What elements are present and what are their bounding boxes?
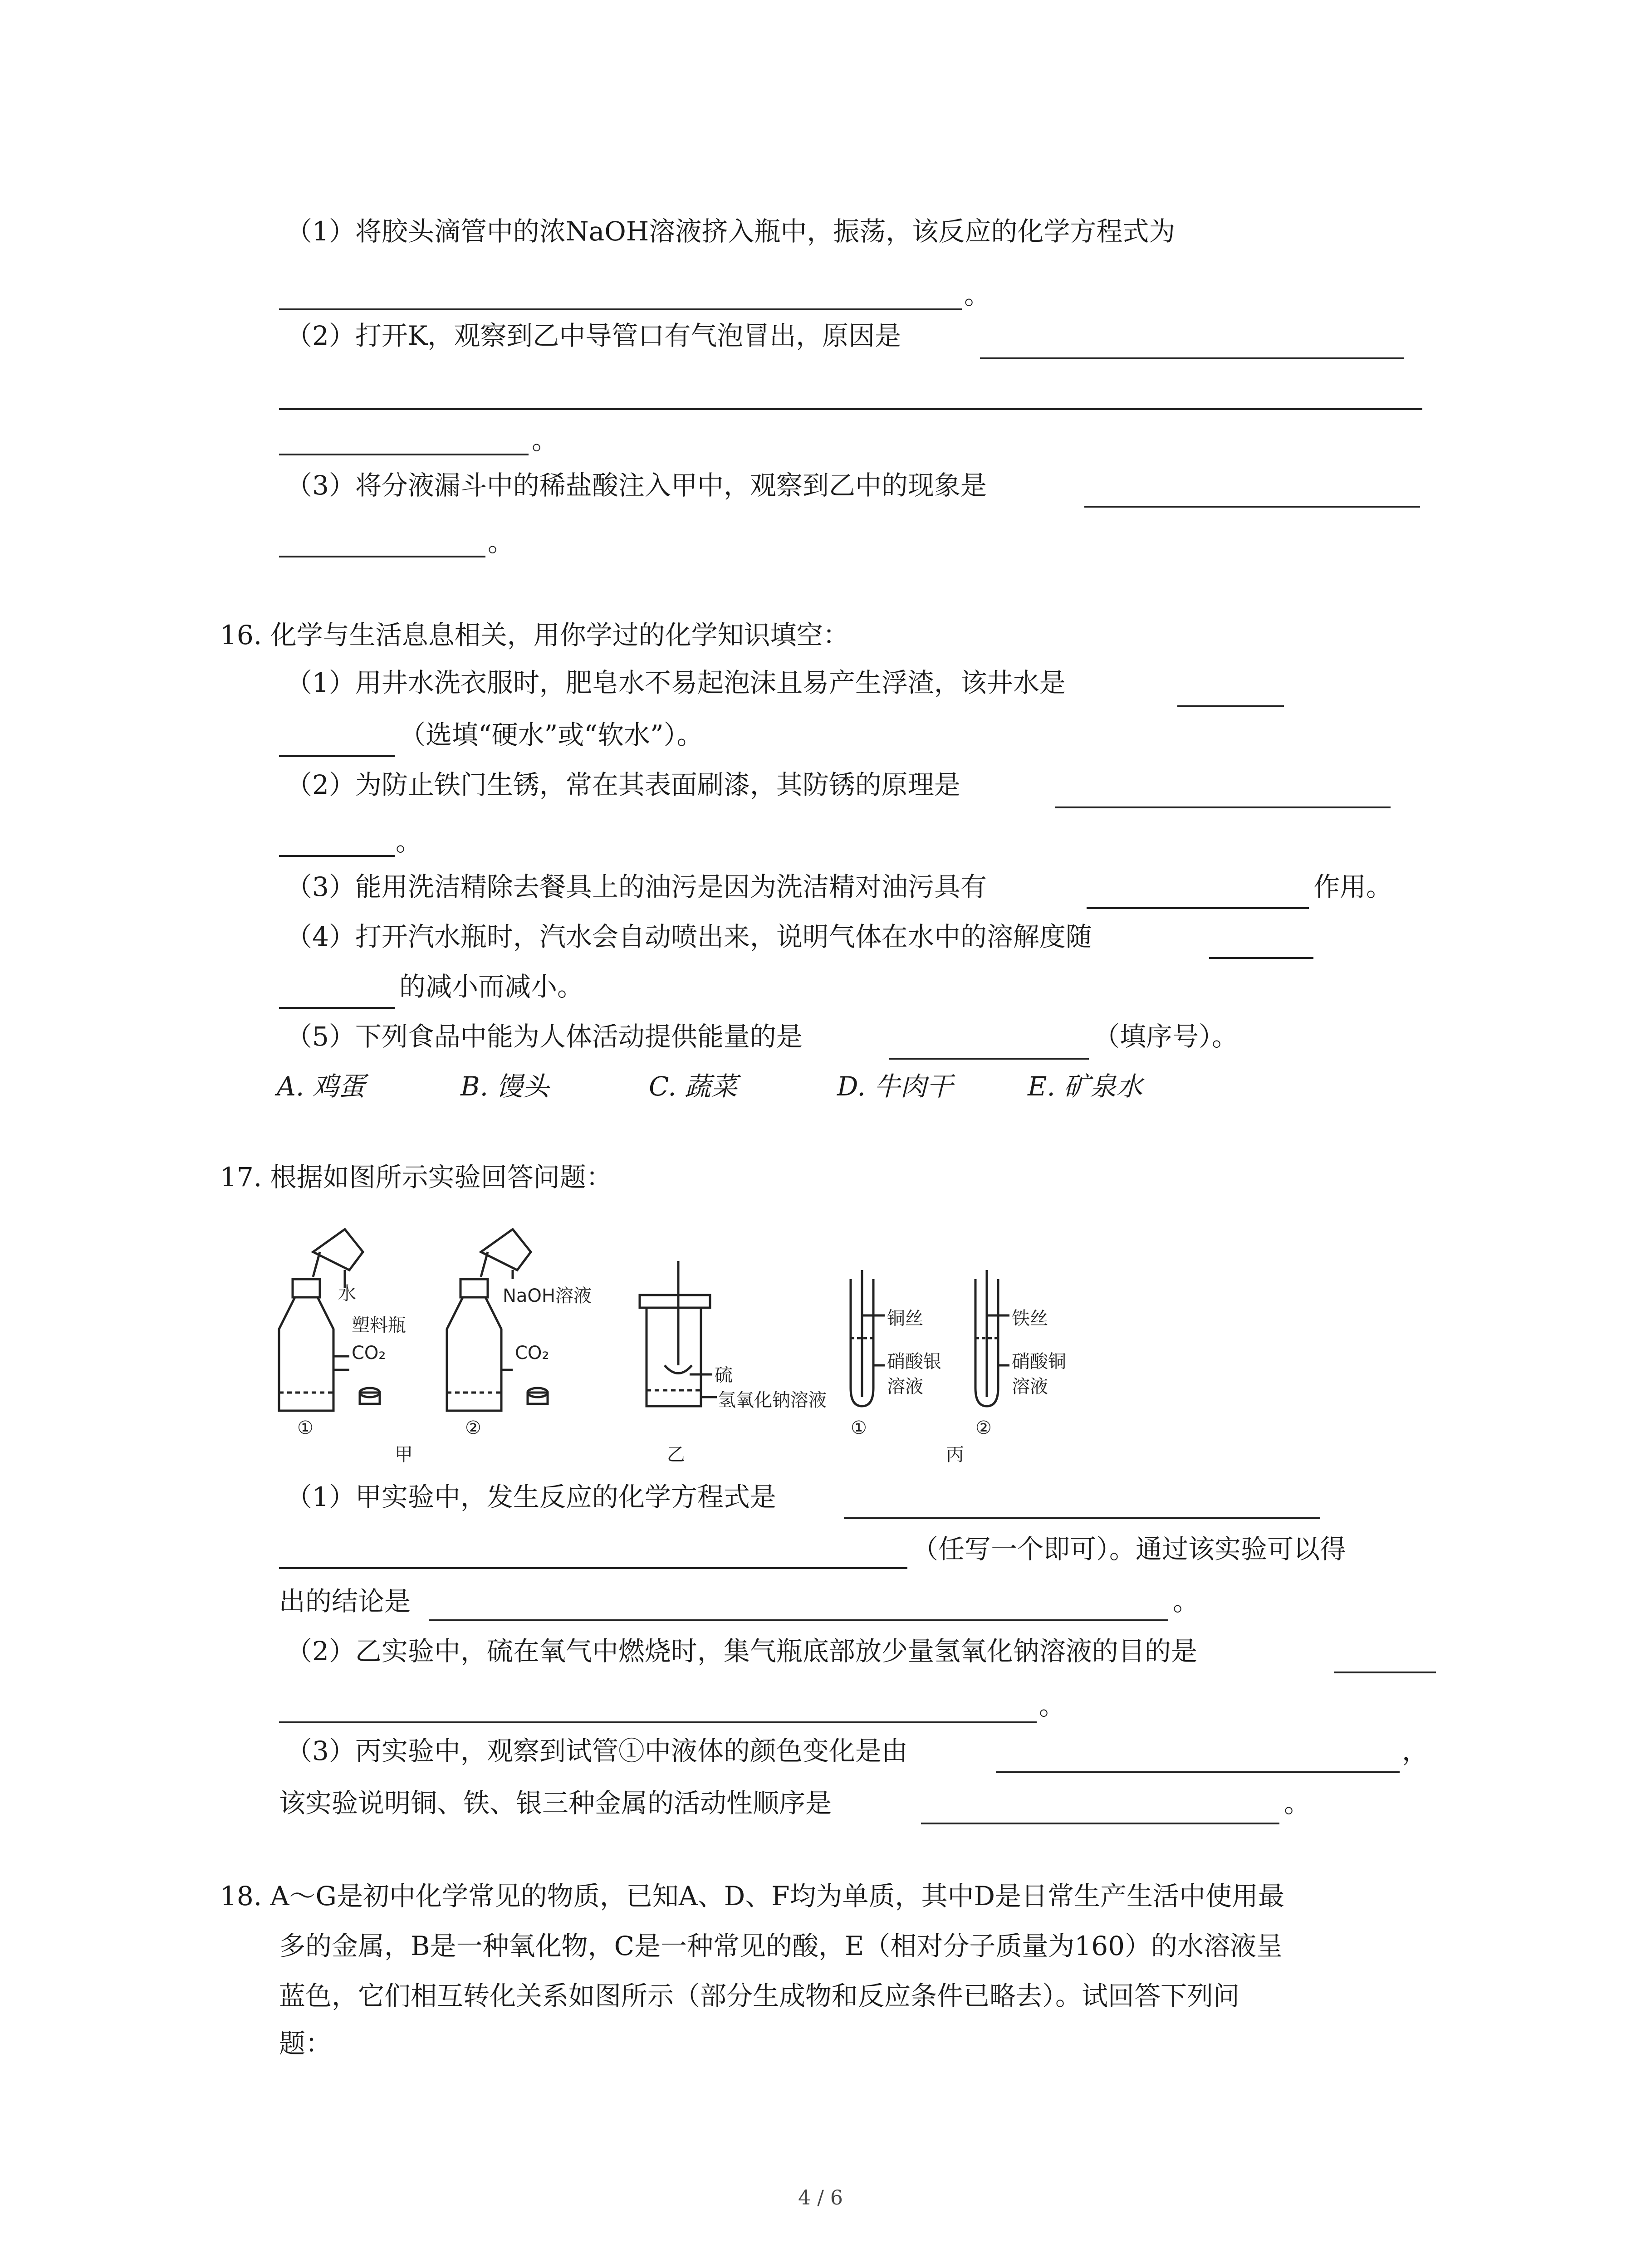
label-sulfur: 硫 — [715, 1365, 733, 1386]
q16-part5-end: （填序号）。 — [1093, 1021, 1239, 1052]
q17-part3-line2: 该实验说明铜、铁、银三种金属的活动性顺序是 — [279, 1788, 832, 1818]
q17-part2-blank-b[interactable] — [279, 1721, 1037, 1723]
q15-part1: （1）将胶头滴管中的浓NaOH溶液挤入瓶中，振荡，该反应的化学方程式为 — [286, 216, 1176, 247]
q16-option-d: D. 牛肉干 — [837, 1071, 953, 1102]
q17-part1-blank-a[interactable] — [844, 1517, 1320, 1519]
page-number: 4 / 6 — [798, 2186, 843, 2209]
q15-part1-end: 。 — [964, 279, 991, 310]
q17-part3-end: 。 — [1284, 1788, 1311, 1818]
q18-line2: 多的金属，B是一种氧化物，C是一种常见的酸，E（相对分子质量为160）的水溶液呈 — [279, 1931, 1283, 1961]
q16-part2: （2）为防止铁门生锈，常在其表面刷漆，其防锈的原理是 — [286, 769, 960, 800]
label-silver-nitrate-1: 硝酸银 — [887, 1351, 941, 1372]
q17-part1-blank-b[interactable] — [279, 1567, 907, 1569]
q17-part3-blank-a[interactable] — [996, 1771, 1400, 1773]
q15-part2-end: 。 — [532, 425, 558, 455]
lid-1-icon — [360, 1388, 380, 1404]
label-iron-wire: 铁丝 — [1012, 1308, 1048, 1329]
label-circle-2: ② — [465, 1418, 481, 1438]
q16-option-a: A. 鸡蛋 — [277, 1071, 365, 1102]
label-plastic-bottle: 塑料瓶 — [352, 1315, 406, 1336]
q16-part1: （1）用井水洗衣服时，肥皂水不易起泡沫且易产生浮渣，该井水是 — [286, 667, 1066, 698]
label-bing: 丙 — [946, 1444, 964, 1465]
q16-stem: 16. 化学与生活息息相关，用你学过的化学知识填空： — [220, 620, 849, 650]
lid-2-icon — [528, 1388, 548, 1404]
label-naoh-cn: 氢氧化钠溶液 — [718, 1390, 827, 1411]
label-naoh-solution: NaOH溶液 — [503, 1286, 592, 1306]
q16-part2-end: 。 — [396, 826, 422, 857]
q17-part3: （3）丙实验中，观察到试管①中液体的颜色变化是由 — [286, 1735, 908, 1766]
q16-option-c: C. 蔬菜 — [649, 1071, 738, 1102]
q15-part3: （3）将分液漏斗中的稀盐酸注入甲中，观察到乙中的现象是 — [286, 470, 987, 501]
q17-part2-blank-a[interactable] — [1334, 1672, 1436, 1673]
label-copper-wire: 铜丝 — [887, 1308, 923, 1329]
q16-part4-cont: 的减小而减小。 — [399, 971, 584, 1002]
q18-line4: 题： — [279, 2028, 332, 2059]
label-silver-nitrate-2: 溶液 — [887, 1376, 923, 1397]
q16-part3: （3）能用洗洁精除去餐具上的油污是因为洗洁精对油污具有 — [286, 871, 987, 902]
label-water: 水 — [338, 1283, 356, 1304]
q17-part1-cont: （任写一个即可）。通过该实验可以得 — [912, 1534, 1347, 1564]
q16-part1-cont: （选填“硬水”或“软水”）。 — [399, 719, 703, 750]
q15-part2: （2）打开K，观察到乙中导管口有气泡冒出，原因是 — [286, 320, 901, 351]
label-circle-1: ① — [297, 1418, 314, 1438]
q16-option-b: B. 馒头 — [460, 1071, 549, 1102]
label-circle-4: ② — [975, 1418, 992, 1438]
q17-part3-blank-b[interactable] — [921, 1823, 1279, 1824]
q17-part1-end: 。 — [1173, 1586, 1200, 1617]
label-co2-a: CO₂ — [352, 1343, 386, 1364]
gas-jar-icon — [640, 1261, 717, 1406]
label-copper-nitrate-1: 硝酸铜 — [1012, 1351, 1066, 1372]
q16-part4: （4）打开汽水瓶时，汽水会自动喷出来，说明气体在水中的溶解度随 — [286, 921, 1092, 952]
q18-line1: 18. A～G是初中化学常见的物质，已知A、D、F均为单质，其中D是日常生产生活中使用最 — [220, 1881, 1285, 1911]
q15-part3-end: 。 — [488, 527, 514, 557]
q17-part2: （2）乙实验中，硫在氧气中燃烧时，集气瓶底部放少量氢氧化钠溶液的目的是 — [286, 1636, 1197, 1667]
test-tube-2-icon — [975, 1270, 1009, 1406]
q17-part3-comma: ， — [1402, 1735, 1429, 1766]
q16-option-e: E. 矿泉水 — [1028, 1071, 1143, 1102]
label-circle-3: ① — [851, 1418, 867, 1438]
q18-line3: 蓝色，它们相互转化关系如图所示（部分生成物和反应条件已略去）。试回答下列问 — [279, 1980, 1240, 2011]
q16-part5: （5）下列食品中能为人体活动提供能量的是 — [286, 1021, 803, 1052]
label-co2-b: CO₂ — [515, 1343, 549, 1364]
q17-part1-blank-c[interactable] — [429, 1619, 1168, 1621]
label-copper-nitrate-2: 溶液 — [1012, 1376, 1048, 1397]
q17-part1: （1）甲实验中，发生反应的化学方程式是 — [286, 1481, 776, 1512]
q17-part1-line3: 出的结论是 — [279, 1586, 411, 1617]
q16-part3-end: 作用。 — [1313, 871, 1393, 902]
q17-stem: 17. 根据如图所示实验回答问题： — [220, 1162, 612, 1193]
q17-part2-end: 。 — [1039, 1690, 1066, 1721]
beaker-2-icon — [481, 1229, 531, 1279]
label-yi: 乙 — [667, 1444, 685, 1465]
test-tube-1-icon — [851, 1270, 885, 1406]
label-jia: 甲 — [395, 1444, 413, 1465]
